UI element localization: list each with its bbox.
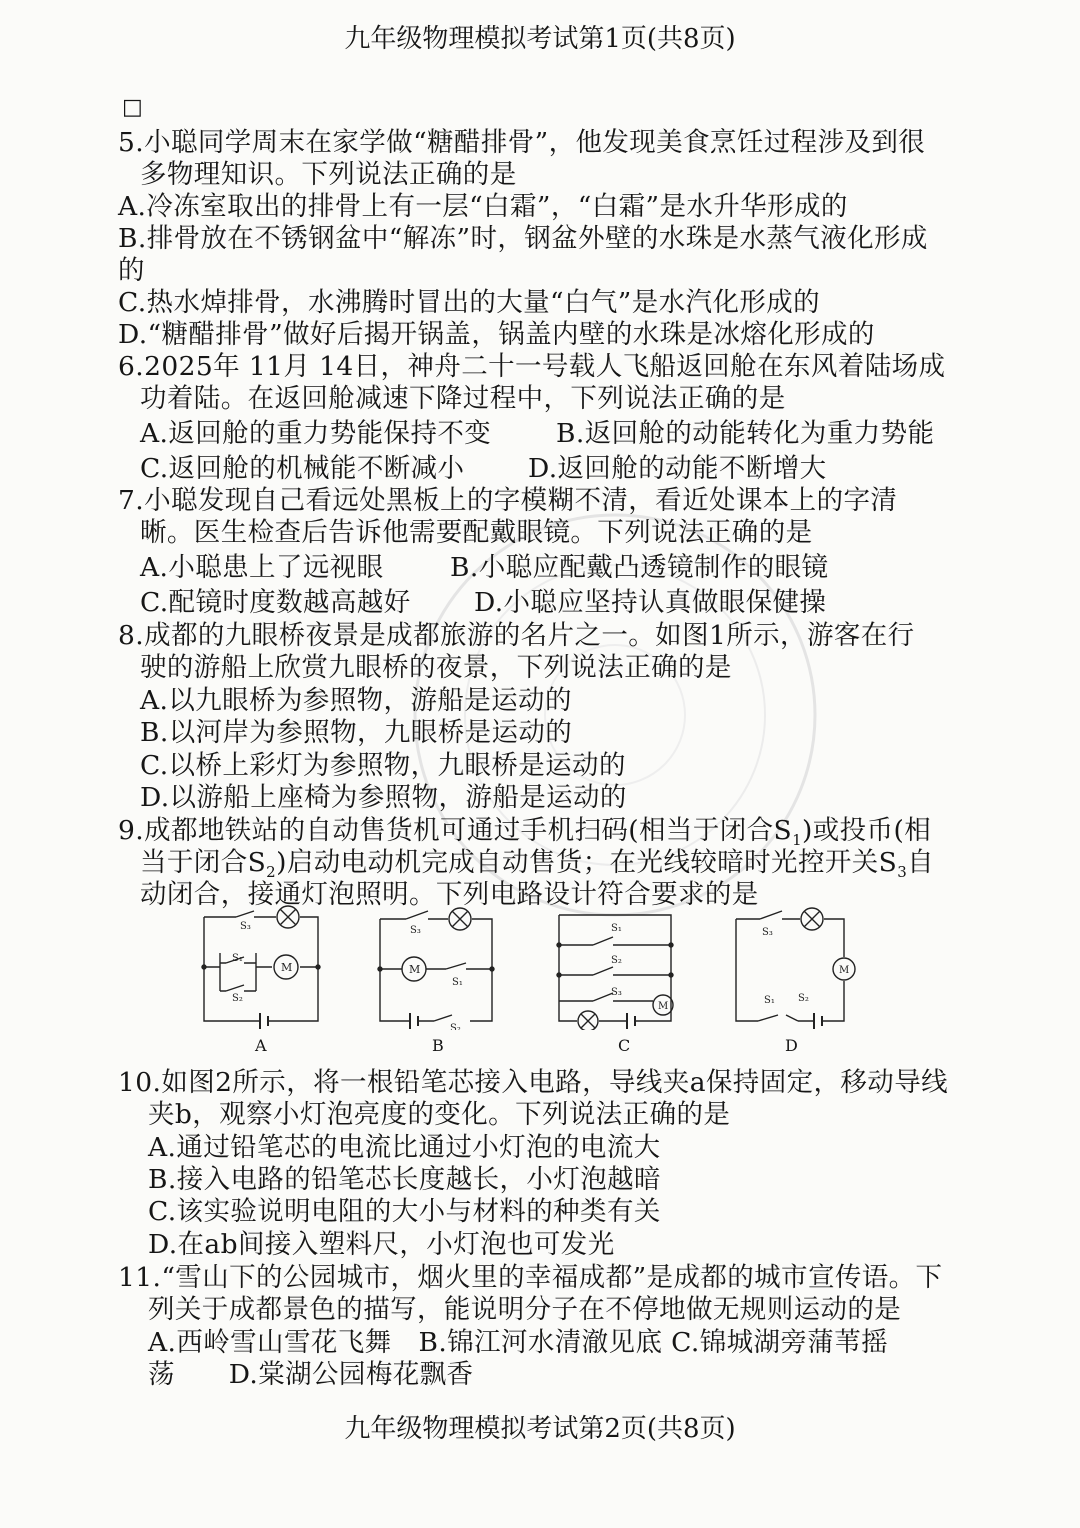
q7-stem-line2: 晰。医生检查后告诉他需要配戴眼镜。下列说法正确的是	[140, 517, 813, 548]
svg-text:M: M	[658, 1001, 669, 1012]
q8-stem-line2: 驶的游船上欣赏九眼桥的夜景，下列说法正确的是	[140, 652, 732, 683]
q10-stem-line1: 10.如图2所示，将一根铅笔芯接入电路，导线夹a保持固定，移动导线	[118, 1067, 949, 1098]
circuit-diagram-a	[196, 905, 326, 1030]
q8-stem-line1: 8.成都的九眼桥夜景是成都旅游的名片之一。如图1所示，游客在行	[118, 620, 915, 651]
q6-option-a: A.返回舱的重力势能保持不变	[140, 418, 492, 449]
q11-stem-line2: 列关于成都景色的描写，能说明分子在不停地做无规则运动的是	[148, 1294, 902, 1325]
svg-text:S₁: S₁	[764, 995, 775, 1006]
circuit-diagram-b	[374, 905, 500, 1030]
svg-text:S₁: S₁	[611, 923, 622, 934]
q5-stem-line1: 5.小聪同学周末在家学做“糖醋排骨”，他发现美食烹饪过程涉及到很	[118, 127, 926, 158]
svg-text:S₁: S₁	[452, 977, 463, 988]
svg-text:S₃: S₃	[762, 927, 773, 938]
q6-option-d: D.返回舱的动能不断增大	[528, 453, 827, 484]
q10-option-b: B.接入电路的铅笔芯长度越长，小灯泡越暗	[148, 1164, 661, 1195]
q5-option-b-line2: 的	[118, 255, 145, 286]
page-header-bottom: 九年级物理模拟考试第2页(共8页)	[344, 1414, 736, 1444]
checkbox-glyph: □	[122, 95, 143, 120]
q7-option-d: D.小聪应坚持认真做眼保健操	[474, 587, 827, 618]
q5-option-d: D.“糖醋排骨”做好后揭开锅盖，锅盖内壁的水珠是冰熔化形成的	[118, 319, 875, 350]
q5-option-b-line1: B.排骨放在不锈钢盆中“解冻”时，钢盆外壁的水珠是水蒸气液化形成	[118, 223, 928, 254]
svg-text:M: M	[839, 965, 850, 976]
circuit-label-d: D	[785, 1036, 798, 1055]
q11-options-line1: A.西岭雪山雪花飞舞 B.锦江河水清澈见底 C.锦城湖旁蒲苇摇	[148, 1327, 889, 1358]
q7-option-a: A.小聪患上了远视眼	[140, 552, 384, 583]
q7-option-c: C.配镜时度数越高越好	[140, 587, 411, 618]
q9-stem-line3: 动闭合，接通灯泡照明。下列电路设计符合要求的是	[140, 879, 759, 910]
q6-stem-line1: 6.2025年 11月 14日，神舟二十一号载人飞船返回舱在东风着陆场成	[118, 351, 946, 382]
q11-stem-line1: 11.“雪山下的公园城市，烟火里的幸福成都”是成都的城市宣传语。下	[118, 1262, 943, 1293]
q6-stem-line2: 功着陆。在返回舱减速下降过程中，下列说法正确的是	[140, 383, 786, 414]
q8-option-a: A.以九眼桥为参照物，游船是运动的	[140, 685, 572, 716]
page-header-top: 九年级物理模拟考试第1页(共8页)	[344, 24, 736, 54]
q6-option-c: C.返回舱的机械能不断减小	[140, 453, 465, 484]
svg-text:S₂: S₂	[611, 955, 622, 966]
q6-option-b: B.返回舱的动能转化为重力势能	[556, 418, 935, 449]
circuit-label-b: B	[432, 1036, 444, 1055]
q5-option-c: C.热水焯排骨，水沸腾时冒出的大量“白气”是水汽化形成的	[118, 287, 821, 318]
q5-stem-line2: 多物理知识。下列说法正确的是	[140, 159, 517, 190]
q7-stem-line1: 7.小聪发现自己看远处黑板上的字模糊不清，看近处课本上的字清	[118, 485, 898, 516]
svg-text:S₃: S₃	[410, 925, 421, 936]
q8-option-d: D.以游船上座椅为参照物，游船是运动的	[140, 782, 627, 813]
svg-text:S₂: S₂	[798, 993, 809, 1004]
circuit-diagram-c	[553, 905, 679, 1030]
circuit-diagram-d	[730, 905, 856, 1030]
svg-text:S₂: S₂	[232, 993, 243, 1004]
q10-option-a: A.通过铅笔芯的电流比通过小灯泡的电流大	[148, 1132, 661, 1163]
q10-stem-line2: 夹b，观察小灯泡亮度的变化。下列说法正确的是	[148, 1099, 731, 1130]
q9-stem-line2: 当于闭合$S_2$)启动电动机完成自动售货；在光线较暗时光控开关$S_3$自	[140, 847, 935, 881]
q9-stem-line1: 9.成都地铁站的自动售货机可通过手机扫码(相当于闭合$S_1$)或投币(相	[118, 815, 932, 849]
q8-option-b: B.以河岸为参照物，九眼桥是运动的	[140, 717, 573, 748]
q7-option-b: B.小聪应配戴凸透镜制作的眼镜	[450, 552, 829, 583]
q5-option-a: A.冷冻室取出的排骨上有一层“白霜”，“白霜”是水升华形成的	[118, 191, 848, 222]
circuit-label-a: A	[255, 1036, 267, 1055]
svg-text:M: M	[281, 961, 293, 974]
svg-text:S₂: S₂	[450, 1023, 461, 1030]
svg-text:S₃: S₃	[611, 987, 622, 998]
svg-text:S₁: S₁	[232, 953, 243, 964]
q10-option-d: D.在ab间接入塑料尺，小灯泡也可发光	[148, 1229, 615, 1260]
circuit-label-c: C	[618, 1036, 631, 1055]
q10-option-c: C.该实验说明电阻的大小与材料的种类有关	[148, 1196, 661, 1227]
svg-text:S₃: S₃	[240, 921, 251, 932]
q11-options-line2: 荡 D.棠湖公园梅花飘香	[148, 1359, 474, 1390]
svg-text:M: M	[409, 963, 421, 976]
q8-option-c: C.以桥上彩灯为参照物，九眼桥是运动的	[140, 750, 626, 781]
